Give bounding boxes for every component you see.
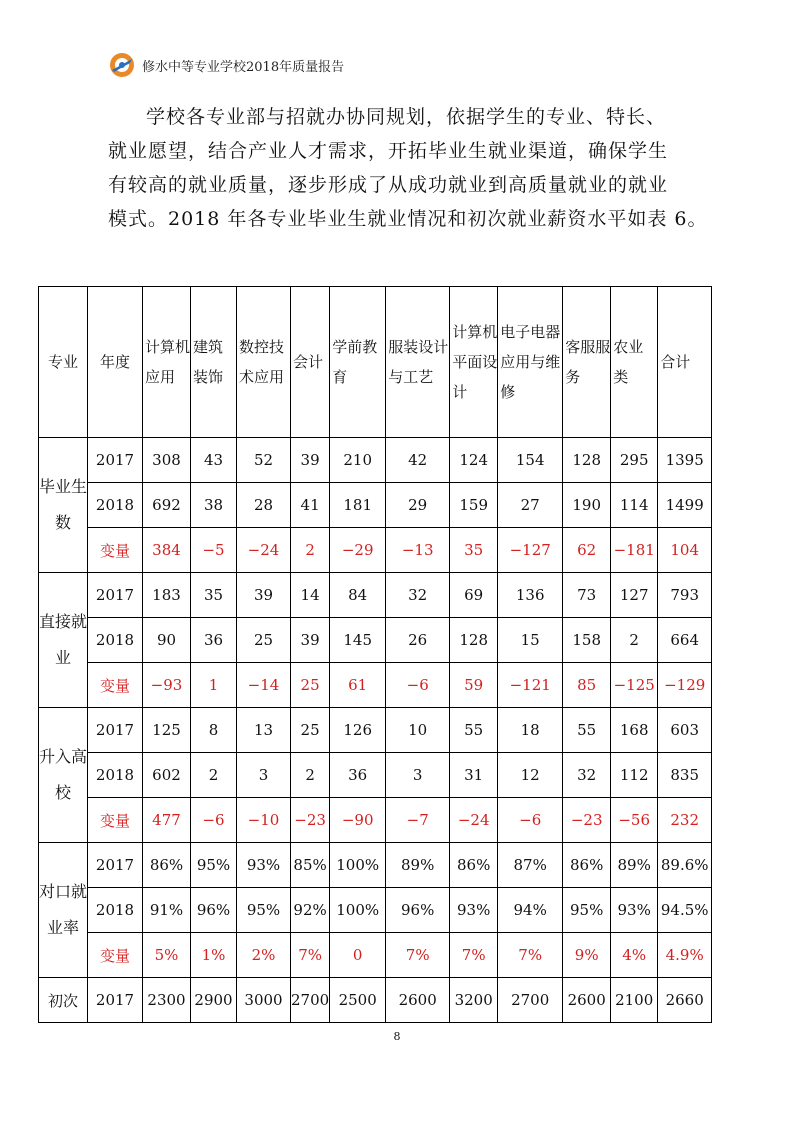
table-cell: −23: [291, 798, 330, 843]
table-row: [39, 438, 712, 483]
table-cell: 2600: [386, 978, 450, 1023]
table-cell: 8: [191, 708, 237, 753]
table-cell: 55: [450, 708, 498, 753]
table-cell: 2900: [191, 978, 237, 1023]
table-cell: 1%: [191, 933, 237, 978]
table-cell: 95%: [191, 843, 237, 888]
table-cell: 61: [330, 663, 386, 708]
year-cell: 2017: [88, 978, 143, 1023]
table-cell: 86%: [563, 843, 611, 888]
table-cell: −6: [498, 798, 563, 843]
table-cell: 91%: [143, 888, 191, 933]
table-cell: 384: [143, 528, 191, 573]
table-cell: −29: [330, 528, 386, 573]
table-cell: 41: [291, 483, 330, 528]
table-cell: 35: [450, 528, 498, 573]
column-header: 合计: [658, 287, 712, 438]
table-cell: 100%: [330, 888, 386, 933]
table-cell: 114: [611, 483, 658, 528]
row-group-label: 毕业生数: [39, 438, 88, 573]
page-number: 8: [393, 1030, 401, 1043]
column-header: 计算机平面设计: [450, 287, 498, 438]
table-cell: 86%: [450, 843, 498, 888]
table-cell: −93: [143, 663, 191, 708]
paragraph-line: 就业愿望，结合产业人才需求，开拓毕业生就业渠道，确保学生: [108, 140, 669, 162]
table-cell: 127: [611, 573, 658, 618]
table-cell: −125: [611, 663, 658, 708]
column-header: 会计: [291, 287, 330, 438]
table-cell: 210: [330, 438, 386, 483]
year-cell: 变量: [88, 933, 143, 978]
table-cell: 96%: [386, 888, 450, 933]
year-cell: 2017: [88, 843, 143, 888]
table-cell: 2700: [498, 978, 563, 1023]
year-cell: 2018: [88, 618, 143, 663]
table-cell: 38: [191, 483, 237, 528]
table-cell: −90: [330, 798, 386, 843]
table-cell: 835: [658, 753, 712, 798]
year-cell: 2017: [88, 708, 143, 753]
table-cell: 43: [191, 438, 237, 483]
table-cell: 136: [498, 573, 563, 618]
table-cell: 2: [191, 753, 237, 798]
column-header: 学前教育: [330, 287, 386, 438]
table-cell: −24: [450, 798, 498, 843]
row-group-label: 对口就业率: [39, 843, 88, 978]
table-cell: 159: [450, 483, 498, 528]
table-cell: 2: [291, 528, 330, 573]
body-paragraph: [108, 100, 708, 236]
table-cell: −24: [237, 528, 291, 573]
table-cell: 2100: [611, 978, 658, 1023]
table-row: [39, 573, 712, 618]
table-cell: 94.5%: [658, 888, 712, 933]
table-cell: 158: [563, 618, 611, 663]
table-row: [39, 483, 712, 528]
table-cell: 85%: [291, 843, 330, 888]
table-cell: 31: [450, 753, 498, 798]
table-cell: 27: [498, 483, 563, 528]
table-cell: 100%: [330, 843, 386, 888]
table-cell: 32: [563, 753, 611, 798]
table-cell: 25: [291, 708, 330, 753]
table-cell: −13: [386, 528, 450, 573]
table-cell: 4%: [611, 933, 658, 978]
column-header: 电子电器应用与维修: [498, 287, 563, 438]
table-cell: 112: [611, 753, 658, 798]
column-header: 客服服务: [563, 287, 611, 438]
table-cell: 183: [143, 573, 191, 618]
table-cell: 9%: [563, 933, 611, 978]
table-cell: −127: [498, 528, 563, 573]
year-cell: 2018: [88, 483, 143, 528]
table-cell: 89%: [611, 843, 658, 888]
table-cell: 7%: [291, 933, 330, 978]
table-cell: 2500: [330, 978, 386, 1023]
table-cell: 14: [291, 573, 330, 618]
paragraph-line: 有较高的就业质量，逐步形成了从成功就业到高质量就业的就业: [108, 174, 669, 196]
table-cell: −5: [191, 528, 237, 573]
table-cell: 62: [563, 528, 611, 573]
table-body: [39, 438, 712, 1023]
table-cell: 128: [563, 438, 611, 483]
table-cell: 39: [237, 573, 291, 618]
table-cell: 1499: [658, 483, 712, 528]
page-header: [108, 50, 344, 80]
table-cell: 36: [330, 753, 386, 798]
year-cell: 变量: [88, 528, 143, 573]
table-cell: 126: [330, 708, 386, 753]
table-cell: 25: [291, 663, 330, 708]
paragraph-line: 模式。2018 年各专业毕业生就业情况和初次就业薪资水平如表 6。: [108, 208, 708, 230]
table-cell: −6: [386, 663, 450, 708]
table-cell: 35: [191, 573, 237, 618]
table-cell: 93%: [237, 843, 291, 888]
table-cell: 59: [450, 663, 498, 708]
table-cell: 2: [291, 753, 330, 798]
year-cell: 变量: [88, 663, 143, 708]
table-cell: −56: [611, 798, 658, 843]
table-cell: 128: [450, 618, 498, 663]
table-cell: 55: [563, 708, 611, 753]
table-cell: 69: [450, 573, 498, 618]
table-cell: 18: [498, 708, 563, 753]
year-cell: 2017: [88, 573, 143, 618]
table-cell: −129: [658, 663, 712, 708]
column-header: 农业类: [611, 287, 658, 438]
column-header: 建筑装饰: [191, 287, 237, 438]
table-row: [39, 798, 712, 843]
table-cell: 73: [563, 573, 611, 618]
table-cell: 232: [658, 798, 712, 843]
table-cell: 84: [330, 573, 386, 618]
table-cell: 89.6%: [658, 843, 712, 888]
year-cell: 2017: [88, 438, 143, 483]
table-cell: 13: [237, 708, 291, 753]
table-cell: 39: [291, 618, 330, 663]
table-cell: −7: [386, 798, 450, 843]
table-cell: 12: [498, 753, 563, 798]
table-cell: 664: [658, 618, 712, 663]
table-row: [39, 528, 712, 573]
table-cell: 15: [498, 618, 563, 663]
table-cell: 10: [386, 708, 450, 753]
table-row: [39, 753, 712, 798]
table-cell: 190: [563, 483, 611, 528]
table-cell: 125: [143, 708, 191, 753]
column-header: 专业: [39, 287, 88, 438]
column-header: 年度: [88, 287, 143, 438]
table-cell: 26: [386, 618, 450, 663]
table-cell: 29: [386, 483, 450, 528]
table-cell: 3000: [237, 978, 291, 1023]
table-cell: 2600: [563, 978, 611, 1023]
table-cell: −6: [191, 798, 237, 843]
table-cell: 93%: [611, 888, 658, 933]
table-cell: 602: [143, 753, 191, 798]
table-cell: 145: [330, 618, 386, 663]
table-cell: 308: [143, 438, 191, 483]
column-header: 数控技术应用: [237, 287, 291, 438]
table-cell: 2700: [291, 978, 330, 1023]
row-group-label: 初次: [39, 978, 88, 1023]
table-cell: 124: [450, 438, 498, 483]
table-cell: 32: [386, 573, 450, 618]
table-row: [39, 843, 712, 888]
table-cell: 603: [658, 708, 712, 753]
table-row: [39, 618, 712, 663]
table-cell: 793: [658, 573, 712, 618]
table-cell: 2%: [237, 933, 291, 978]
row-group-label: 直接就业: [39, 573, 88, 708]
table-cell: 5%: [143, 933, 191, 978]
table-cell: 95%: [563, 888, 611, 933]
table-cell: 87%: [498, 843, 563, 888]
table-cell: 692: [143, 483, 191, 528]
year-cell: 变量: [88, 798, 143, 843]
table-row: [39, 888, 712, 933]
table-row: [39, 933, 712, 978]
table-cell: 25: [237, 618, 291, 663]
row-group-label: 升入高校: [39, 708, 88, 843]
employment-table: [38, 286, 712, 1023]
table-cell: 2: [611, 618, 658, 663]
table-cell: 85: [563, 663, 611, 708]
table-cell: −10: [237, 798, 291, 843]
table-cell: 96%: [191, 888, 237, 933]
column-header: 计算机应用: [143, 287, 191, 438]
table-row: [39, 978, 712, 1023]
table-cell: 1395: [658, 438, 712, 483]
table-cell: 89%: [386, 843, 450, 888]
table-cell: 3: [237, 753, 291, 798]
table-cell: 3: [386, 753, 450, 798]
table-cell: 52: [237, 438, 291, 483]
column-header: 服装设计与工艺: [386, 287, 450, 438]
table-cell: 94%: [498, 888, 563, 933]
table-cell: 168: [611, 708, 658, 753]
table-cell: 7%: [386, 933, 450, 978]
school-logo-icon: [108, 51, 136, 79]
table-cell: 39: [291, 438, 330, 483]
table-cell: −23: [563, 798, 611, 843]
table-cell: 154: [498, 438, 563, 483]
table-cell: 0: [330, 933, 386, 978]
table-cell: 295: [611, 438, 658, 483]
table-cell: 7%: [498, 933, 563, 978]
table-cell: 93%: [450, 888, 498, 933]
table-cell: 104: [658, 528, 712, 573]
table-cell: 95%: [237, 888, 291, 933]
table-cell: 42: [386, 438, 450, 483]
table-cell: 1: [191, 663, 237, 708]
table-cell: 3200: [450, 978, 498, 1023]
table-cell: 28: [237, 483, 291, 528]
table-cell: −121: [498, 663, 563, 708]
table-cell: 2300: [143, 978, 191, 1023]
header-title: 修水中等专业学校2018年质量报告: [142, 59, 345, 75]
table-cell: 7%: [450, 933, 498, 978]
table-cell: 477: [143, 798, 191, 843]
table-cell: −181: [611, 528, 658, 573]
table-cell: 4.9%: [658, 933, 712, 978]
table-header-row: [39, 287, 712, 438]
table-cell: −14: [237, 663, 291, 708]
year-cell: 2018: [88, 888, 143, 933]
table-cell: 2660: [658, 978, 712, 1023]
table-cell: 92%: [291, 888, 330, 933]
paragraph-line: 学校各专业部与招就办协同规划，依据学生的专业、特长、: [146, 106, 667, 128]
table-cell: 36: [191, 618, 237, 663]
table-cell: 181: [330, 483, 386, 528]
year-cell: 2018: [88, 753, 143, 798]
table-row: [39, 708, 712, 753]
table-cell: 86%: [143, 843, 191, 888]
table-cell: 90: [143, 618, 191, 663]
table-row: [39, 663, 712, 708]
